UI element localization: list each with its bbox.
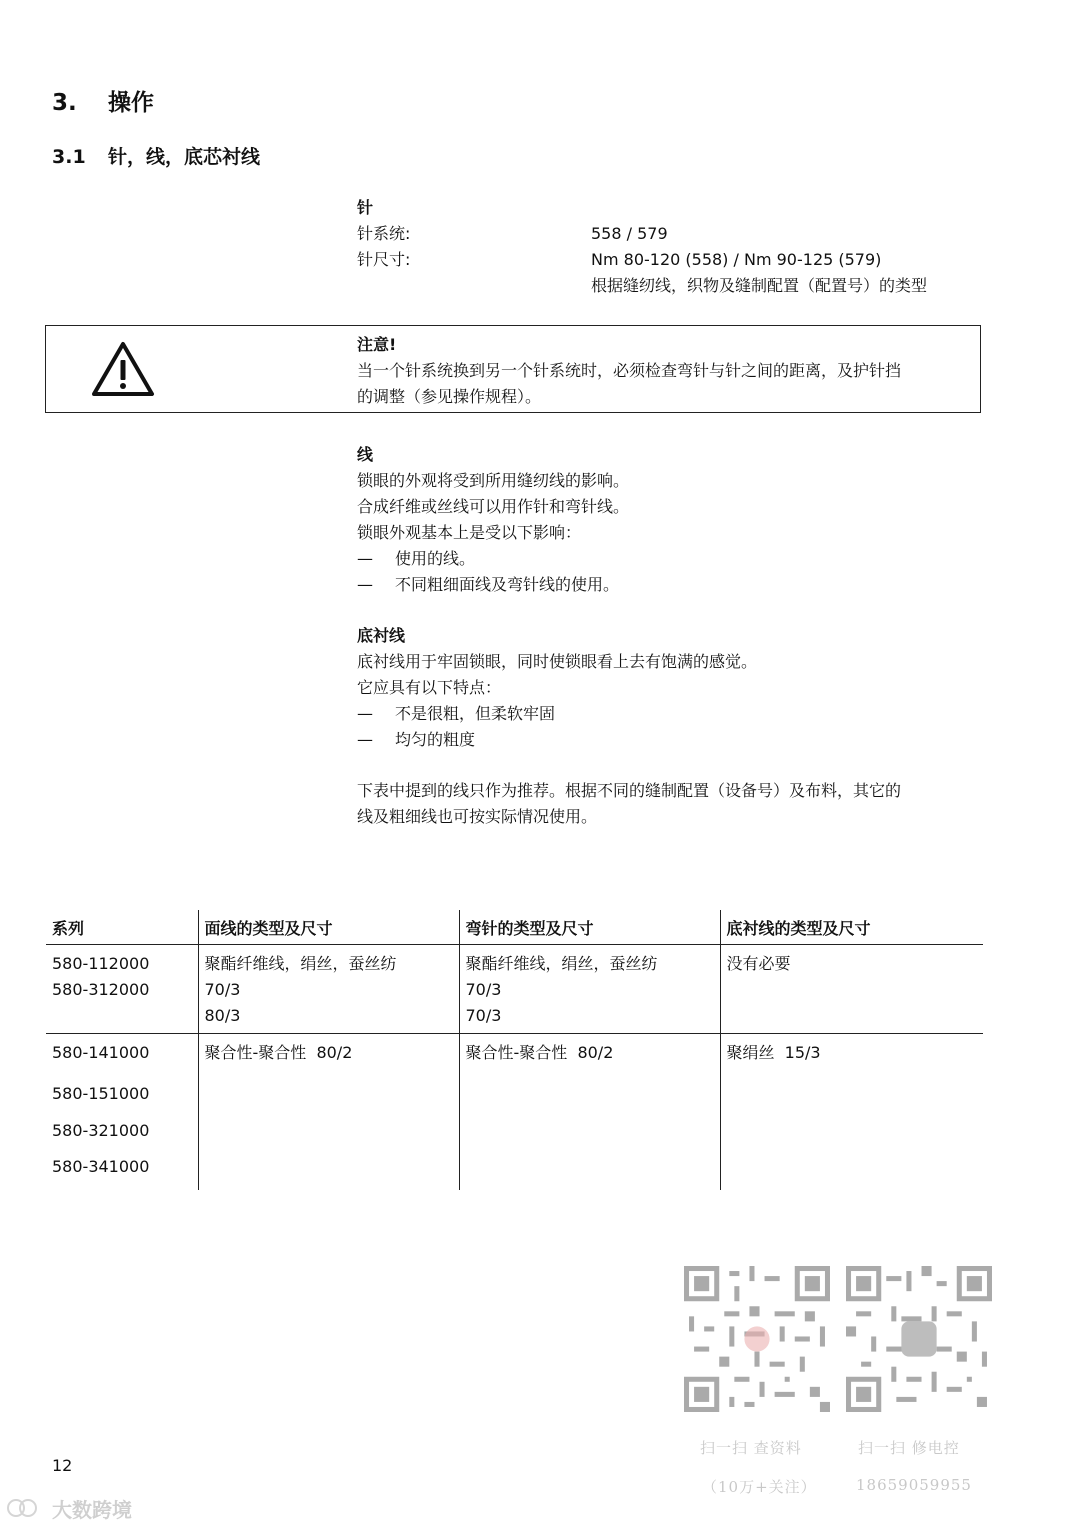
warning-triangle-icon [90,340,156,398]
thread-bullet-text: 使用的线。 [395,549,476,568]
header-needle-thread: 面线的类型及尺寸 [198,910,459,945]
series-code: 580-312000 [52,980,150,999]
looper-thread-size: 70/3 [465,980,502,999]
looper-thread-value: 聚合性-聚合性 80/2 [465,1043,614,1062]
notice-heading: 注意! [357,335,397,354]
section-heading [52,84,154,117]
gimp-bullet [357,701,757,727]
thread-block [357,442,629,598]
notice-text [357,332,977,410]
table-row [46,1034,983,1190]
gimp-bullet [357,727,757,753]
looper-thread-size: 70/3 [465,1006,502,1025]
needle-thread-size: 80/3 [204,1006,241,1025]
gimp-value: 聚绢丝 15/3 [726,1043,821,1062]
header-series: 系列 [46,910,198,945]
thread-bullet [357,572,629,598]
series-code: 580-151000 [52,1084,150,1103]
needle-size-label: 针尺寸: [357,250,411,269]
header-gimp: 底衬线的类型及尺寸 [720,910,983,945]
cell-series [46,945,198,1034]
bullet-dash: — [357,704,373,723]
needle-thread-value: 聚合性-聚合性 80/2 [204,1043,353,1062]
qr1-caption-1: 扫一扫 查资料 [700,1439,802,1457]
needle-thread-type: 聚酯纤维线，绢丝，蚕丝纺 [204,954,397,973]
qr1-caption-2: （10万+关注） [702,1478,817,1496]
gimp-bullet-text: 均匀的粗度 [395,730,476,749]
needle-system-label: 针系统: [357,224,411,243]
gimp-bullet-text: 不是很粗，但柔软牢固 [395,704,556,723]
brand-logo-icon [6,1497,48,1519]
cell-gimp [720,1034,983,1190]
needle-size-note: 根据缝纫线，织物及缝制配置（配置号）的类型 [591,276,928,295]
notice-box [45,325,981,413]
gimp-value: 没有必要 [726,954,791,973]
recommend-line-2: 线及粗细线也可按实际情况使用。 [357,807,598,826]
series-code: 580-141000 [52,1043,150,1062]
needle-heading: 针 [357,198,374,217]
qr-code-icon [846,1266,992,1412]
page-number: 12 [52,1456,73,1475]
series-code: 580-321000 [52,1120,150,1140]
thread-line-3: 锁眼外观基本上是受以下影响： [357,523,582,542]
bullet-dash: — [357,575,373,594]
recommend-line-1: 下表中提到的线只作为推荐。根据不同的缝制配置（设备号）及布料，其它的 [357,781,902,800]
cell-looper-thread [459,1034,720,1190]
bullet-dash: — [357,730,373,749]
gimp-heading: 底衬线 [357,626,406,645]
subsection-number: 3.1 [52,146,86,168]
bullet-dash: — [357,549,373,568]
notice-line-2: 的调整（参见操作规程）。 [357,387,542,406]
thread-spec-table [46,910,983,1190]
qr2-caption-2: 18659059955 [856,1476,972,1494]
brand-watermark: 大数跨境 [52,1498,132,1522]
cell-gimp [720,945,983,1034]
series-code: 580-112000 [52,954,150,973]
table-header-row [46,910,983,945]
cell-series [46,1034,198,1190]
needle-size-row [357,247,927,273]
gimp-line-2: 它应具有以下特点： [357,678,502,697]
needle-size-value: Nm 80-120 (558) / Nm 90-125 (579) [591,250,882,269]
table-row [46,945,983,1034]
needle-thread-size: 70/3 [204,980,241,999]
thread-line-1: 锁眼的外观将受到所用缝纫线的影响。 [357,471,630,490]
subsection-heading [52,142,260,169]
section-number: 3. [52,90,77,116]
needle-size-note-row [357,273,927,299]
series-code: 580-341000 [52,1157,150,1176]
thread-bullet [357,546,629,572]
subsection-title: 针，线，底芯衬线 [108,146,261,168]
notice-line-1: 当一个针系统换到另一个针系统时，必须检查弯针与针之间的距离，及护针挡 [357,361,902,380]
thread-bullet-text: 不同粗细面线及弯针线的使用。 [395,575,620,594]
needle-system-row [357,221,927,247]
cell-needle-thread [198,1034,459,1190]
header-looper-thread: 弯针的类型及尺寸 [459,910,720,945]
qr2-caption-1: 扫一扫 修电控 [858,1439,960,1457]
needle-system-value: 558 / 579 [591,224,668,243]
cell-looper-thread [459,945,720,1034]
qr-code-icon [684,1266,830,1412]
needle-block [357,195,927,299]
cell-needle-thread [198,945,459,1034]
thread-heading: 线 [357,445,374,464]
thread-line-2: 合成纤维或丝线可以用作针和弯针线。 [357,497,630,516]
gimp-block [357,623,757,753]
looper-thread-type: 聚酯纤维线，绢丝，蚕丝纺 [465,954,658,973]
gimp-line-1: 底衬线用于牢固锁眼，同时使锁眼看上去有饱满的感觉。 [357,652,758,671]
recommend-block [357,778,901,830]
section-title: 操作 [108,90,154,116]
